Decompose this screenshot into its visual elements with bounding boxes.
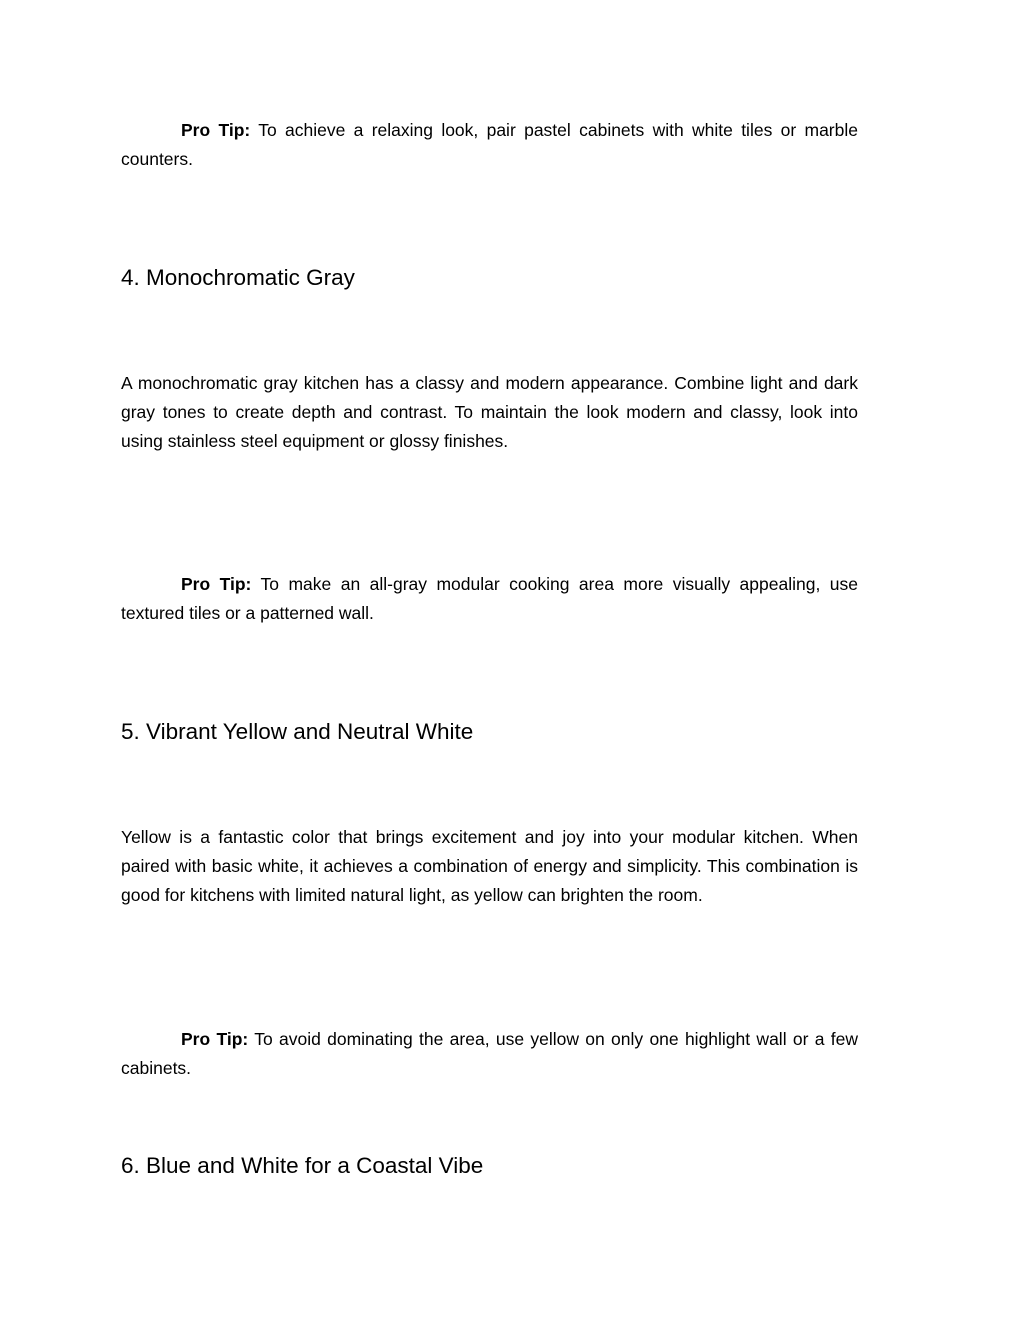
- pro-tip-yellow: [121, 1025, 858, 1083]
- section-heading-monochromatic-gray: 4. Monochromatic Gray: [121, 265, 355, 290]
- pro-tip-pastel: [121, 116, 858, 174]
- pro-tip-text: To avoid dominating the area, use yellow on only one highlight wall or a few cabinets.: [121, 1029, 858, 1078]
- paragraph-monochromatic-gray: A monochromatic gray kitchen has a classy and modern appearance. Combine light and dark gray tones to create depth and contrast. To maintain the look modern and classy, look into using stainless steel equipment or glossy finishes.: [121, 373, 858, 451]
- pro-tip-label: Pro Tip:: [181, 574, 252, 594]
- pro-tip-text: To achieve a relaxing look, pair pastel cabinets with white tiles or marble counters.: [121, 120, 858, 169]
- pro-tip-text: To make an all-gray modular cooking area more visually appealing, use textured tiles or a patterned wall.: [121, 574, 858, 623]
- paragraph-yellow-white: Yellow is a fantastic color that brings excitement and joy into your modular kitchen. When paired with basic white, it achieves a combination of energy and simplicity. This combination is good for kitchens with limited natural light, as yellow can brighten the room.: [121, 827, 858, 905]
- pro-tip-label: Pro Tip:: [181, 1029, 249, 1049]
- section-heading-blue-white: 6. Blue and White for a Coastal Vibe: [121, 1153, 484, 1178]
- section-heading-yellow-white: 5. Vibrant Yellow and Neutral White: [121, 719, 474, 744]
- pro-tip-label: Pro Tip:: [181, 120, 251, 140]
- pro-tip-gray: [121, 570, 858, 628]
